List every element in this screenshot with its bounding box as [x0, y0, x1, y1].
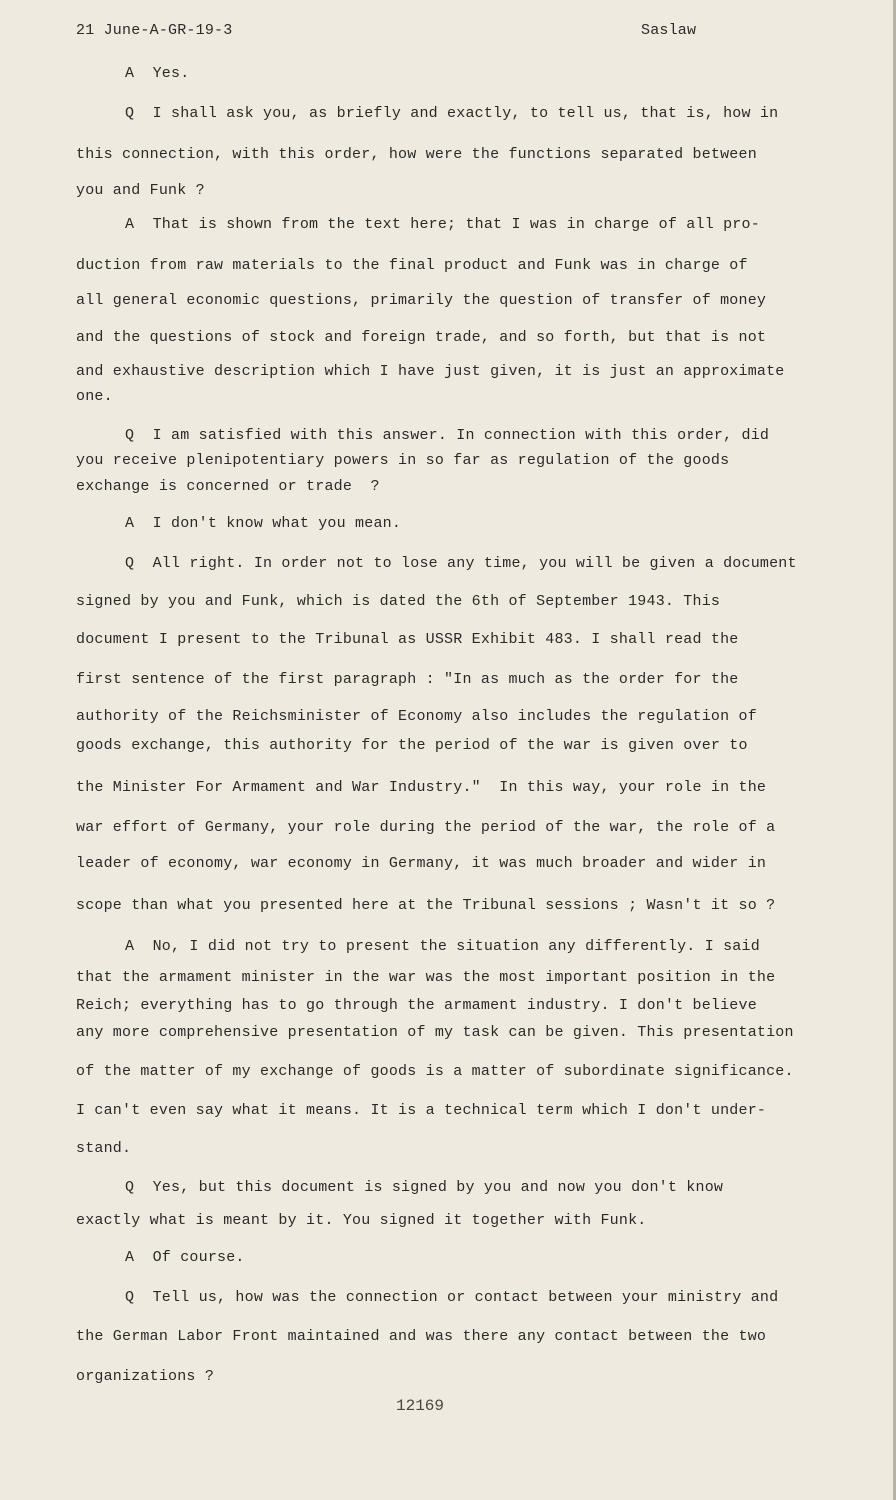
text-line: you receive plenipotentiary powers in so far as regulation of the goods [76, 452, 730, 469]
text-line: organizations ? [76, 1368, 215, 1385]
text-line: war effort of Germany, your role during the period of the war, the role of a [76, 819, 776, 836]
text-line: and the questions of stock and foreign trade, and so forth, but that is not [76, 329, 767, 346]
text-line: exchange is concerned or trade ? [76, 478, 380, 495]
text-line: A Yes. [125, 65, 190, 82]
text-line: Q All right. In order not to lose any time, you will be given a document [125, 555, 797, 572]
text-line: Q I shall ask you, as briefly and exactly, to tell us, that is, how in [125, 105, 779, 122]
text-line: stand. [76, 1140, 132, 1157]
text-line: A No, I did not try to present the situation any differently. I said [125, 938, 760, 955]
page-number: 12169 [396, 1397, 445, 1415]
text-line: Q Yes, but this document is signed by you and now you don't know [125, 1179, 724, 1196]
text-line: I can't even say what it means. It is a technical term which I don't under- [76, 1102, 767, 1119]
header-left: 21 June-A-GR-19-3 [76, 22, 233, 39]
text-line: document I present to the Tribunal as USSR Exhibit 483. I shall read the [76, 631, 739, 648]
text-line: scope than what you presented here at the Tribunal sessions ; Wasn't it so ? [76, 897, 776, 914]
text-line: you and Funk ? [76, 182, 205, 199]
text-line: this connection, with this order, how were the functions separated between [76, 146, 757, 163]
text-line: one. [76, 388, 113, 405]
text-line: A I don't know what you mean. [125, 515, 402, 532]
text-line: the Minister For Armament and War Industry." In this way, your role in the [76, 779, 767, 796]
text-line: first sentence of the first paragraph : "In as much as the order for the [76, 671, 739, 688]
text-line: exactly what is meant by it. You signed it together with Funk. [76, 1212, 647, 1229]
text-line: signed by you and Funk, which is dated the 6th of September 1943. This [76, 593, 721, 610]
text-line: duction from raw materials to the final product and Funk was in charge of [76, 257, 748, 274]
text-line: and exhaustive description which I have just given, it is just an approximate [76, 363, 785, 380]
text-line: all general economic questions, primarily the question of transfer of money [76, 292, 767, 309]
text-line: that the armament minister in the war was the most important position in the [76, 969, 776, 986]
text-line: of the matter of my exchange of goods is a matter of subordinate significance. [76, 1063, 794, 1080]
text-line: leader of economy, war economy in Germany, it was much broader and wider in [76, 855, 767, 872]
text-line: Q Tell us, how was the connection or contact between your ministry and [125, 1289, 779, 1306]
text-line: A That is shown from the text here; that I was in charge of all pro- [125, 216, 760, 233]
text-line: Reich; everything has to go through the armament industry. I don't believe [76, 997, 757, 1014]
text-line: goods exchange, this authority for the period of the war is given over to [76, 737, 748, 754]
text-line: any more comprehensive presentation of my task can be given. This presentation [76, 1024, 794, 1041]
header-right: Saslaw [641, 22, 697, 39]
text-line: the German Labor Front maintained and was there any contact between the two [76, 1328, 767, 1345]
text-line: A Of course. [125, 1249, 245, 1266]
text-line: Q I am satisfied with this answer. In connection with this order, did [125, 427, 770, 444]
text-line: authority of the Reichsminister of Economy also includes the regulation of [76, 708, 757, 725]
